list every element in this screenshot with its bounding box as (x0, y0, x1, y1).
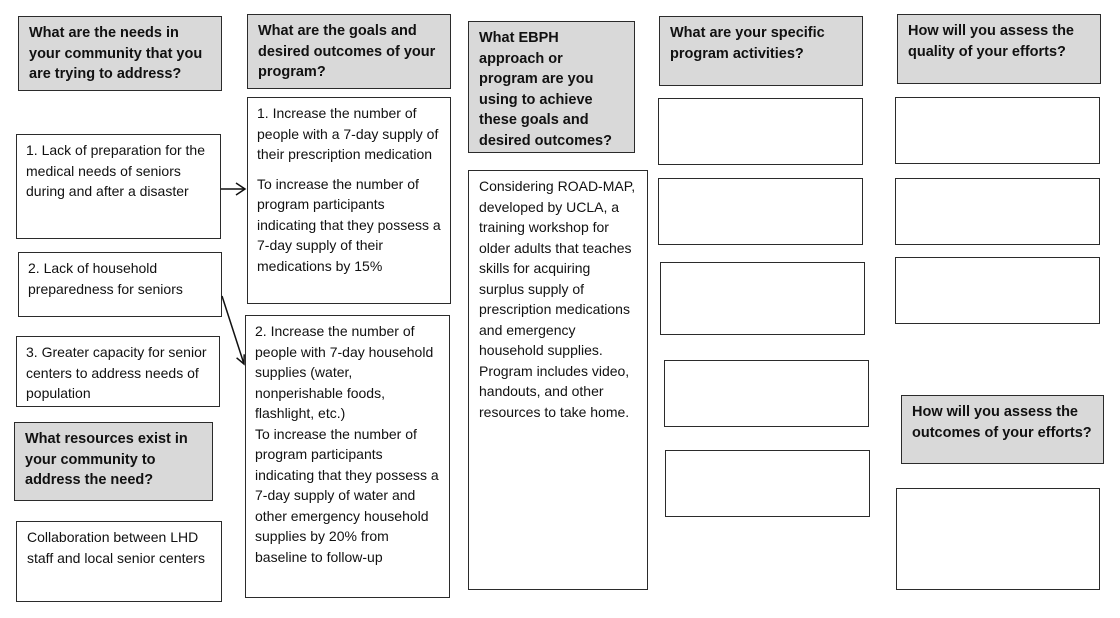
quality-box-3 (895, 257, 1100, 324)
need-box-2 (18, 252, 222, 317)
need-text-3: 3. Greater capacity for senior centers to address needs of population (26, 344, 207, 401)
arrow-need2-to-goal2 (222, 296, 244, 364)
arrowhead-goal2 (237, 354, 245, 364)
need-box-1 (16, 134, 221, 239)
outcomes-header (901, 395, 1104, 464)
resources-header (14, 422, 213, 501)
objective-text-1: To increase the number of program participants indicating that they possess a 7-day supply of their medications by 15% (257, 175, 441, 274)
activities-header-text: What are your specific program activities? (670, 25, 825, 62)
resources-box (16, 521, 222, 602)
goals-header (247, 14, 451, 89)
approach-box (468, 170, 648, 590)
need-box-3 (16, 336, 220, 407)
goal-box-2 (245, 315, 450, 598)
objective-text-2: To increase the number of program participants indicating that they possess a 7-day supply of water and other emergency household supplies by 20% from baseline to follow-up (255, 425, 439, 565)
quality-header (897, 14, 1101, 84)
needs-header-text: What are the needs in your community that you are trying to address? (29, 25, 203, 82)
goal-box-1 (247, 97, 451, 304)
approach-header-text: What EBPH approach or program are you using to achieve these goals and desired outcomes? (479, 30, 612, 149)
needs-header (18, 16, 222, 91)
approach-header (468, 21, 635, 153)
quality-header-text: How will you assess the quality of your efforts? (908, 23, 1074, 60)
quality-box-1 (895, 97, 1100, 164)
goal-text-2: 2. Increase the number of people with 7-day household supplies (water, nonperishable foods, flashlight, etc.) (255, 323, 434, 421)
resources-header-text: What resources exist in your community to address the need? (25, 431, 188, 488)
activity-box-1 (658, 98, 863, 165)
activity-box-4 (664, 360, 869, 427)
goals-header-text: What are the goals and desired outcomes of your program? (258, 23, 436, 80)
activities-header (659, 16, 863, 86)
activity-box-2 (658, 178, 863, 245)
resources-text: Collaboration between LHD staff and local senior centers (27, 529, 205, 566)
need-text-1: 1. Lack of preparation for the medical needs of seniors during and after a disaster (26, 142, 205, 199)
outcomes-box (896, 488, 1100, 590)
need-text-2: 2. Lack of household preparedness for seniors (28, 260, 183, 297)
activity-box-5 (665, 450, 870, 517)
arrowhead-goal1 (236, 183, 245, 195)
activity-box-3 (660, 262, 865, 335)
approach-text: Considering ROAD-MAP, developed by UCLA, a training workshop for older adults that teaches skills for acquiring surplus supply of prescription medications and emergency household supplies. Program includes video, handouts, and other resources to take home. (479, 178, 636, 420)
outcomes-header-text: How will you assess the outcomes of your efforts? (912, 404, 1092, 441)
goal-text-1: 1. Increase the number of people with a 7-day supply of their prescription medication (257, 105, 439, 162)
quality-box-2 (895, 178, 1100, 245)
